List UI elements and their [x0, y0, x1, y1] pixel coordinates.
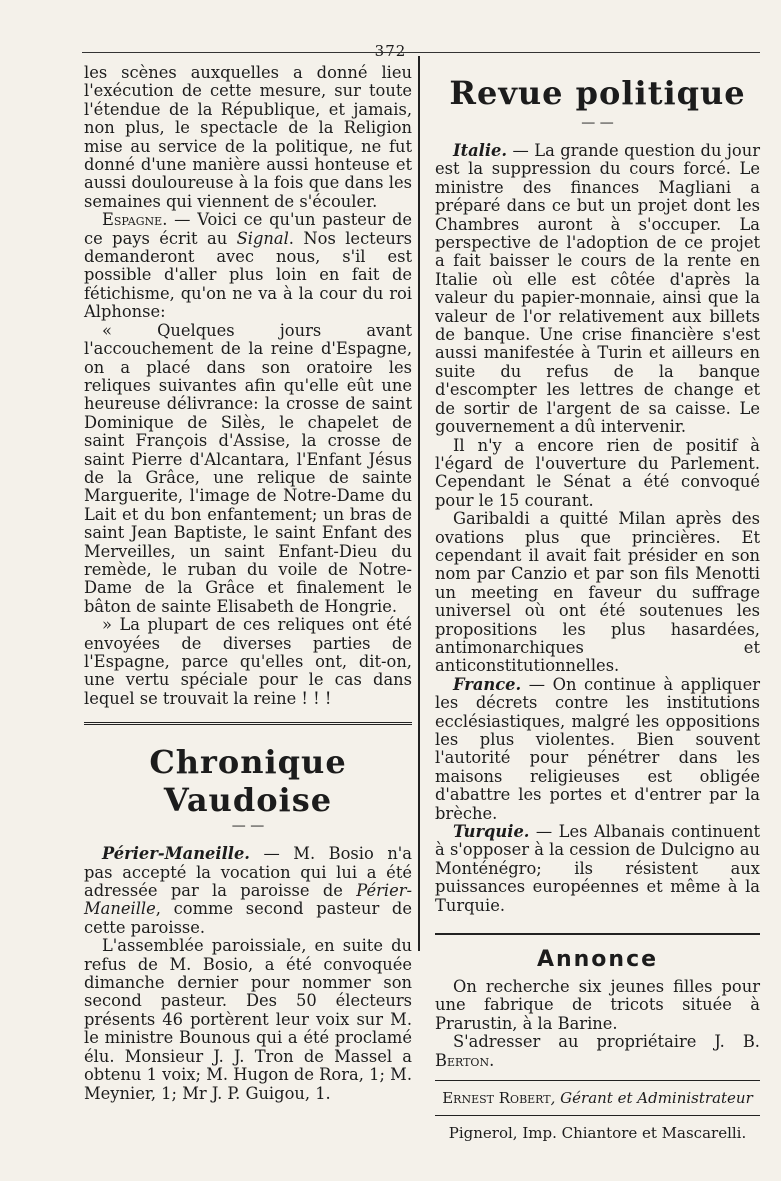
page-number: 372	[374, 42, 407, 60]
italie-paragraph-3: Garibaldi a quitté Milan après des ovations plus que princières. Et cependant il avait fait présider en son nom par Canzio et par son fils Menotti un meeting en faveur du suffrage universel où ont été soutenues les propositions les plus hasardées, antimonarchiques et anticonstitutionnelles.	[435, 509, 760, 676]
espagne-heading: Espagne.	[102, 210, 168, 230]
top-rule	[82, 52, 760, 53]
imprint: Pignerol, Imp. Chiantore et Mascarelli.	[448, 1124, 747, 1143]
turquie-text: — Les Albanais continuent à s'opposer à la cession de Dulcigno au Monténégro; ils résistent aux puissances européennes et même à la Turquie.	[435, 822, 760, 915]
espagne-paragraph	[84, 211, 412, 321]
chronique-title: Chronique Vaudoise	[149, 743, 347, 820]
espagne-text-pre: — Voici ce qu'un pasteur de ce pays écrit au	[84, 210, 412, 248]
perier-text-post: , comme second pasteur de cette paroisse.	[84, 899, 412, 937]
annonce-rule	[435, 933, 760, 935]
gerant-role: , Gérant et Administrateur	[550, 1089, 753, 1108]
footer-rule-2	[435, 1115, 760, 1116]
italie-text: — La grande question du jour est la suppression du cours forcé. Le ministre des finances Magliani a préparé dans ce but un projet dont les Chambres auront à s'occuper. La perspective de l'adoption de ce projet a fait baisser le cours de la rente en Italie où elle est côtée d'après la valeur du papier-monnaie, ainsi que la valeur de l'or relativement aux billets de banque. Une crise financière s'est aussi manifestée à Turin et ailleurs en suite du refus de la banque d'escompter les lettres de change et de sortir de l'argent de sa caisse. Le gouvernement a dû intervenir.	[435, 141, 760, 437]
footer-rule	[435, 1080, 760, 1081]
perier-heading: Périer-Maneille.	[102, 844, 250, 864]
turquie-paragraph	[435, 823, 760, 915]
turquie-heading: Turquie.	[453, 822, 530, 842]
annonce-text: On recherche six jeunes filles pour une fabrique de tricots située à Prarustin, à la Barine.	[435, 977, 760, 1033]
left-column	[84, 64, 412, 1103]
right-column	[435, 64, 760, 1142]
annonce-address-pre: S'adresser au propriétaire J. B.	[453, 1032, 760, 1052]
perier-italic: Périer-Maneille	[84, 881, 412, 919]
annonce-address-name: Berton.	[435, 1050, 495, 1070]
gerant-name: Ernest Robert	[442, 1089, 551, 1108]
gerant-line	[435, 1089, 760, 1107]
perier-paragraph	[84, 845, 412, 937]
italie-paragraph-2: Il n'y a encore rien de positif à l'égard de l'ouverture du Parlement. Cependant le Sénat a été convoqué pour le 15 courant.	[435, 435, 760, 510]
revue-title: Revue politique	[449, 74, 746, 112]
france-text: — On continue à appliquer les décrets contre les institutions ecclésiastiques, malgré les oppositions les plus violentes. Bien souvent l'autorité pour pénétrer dans les maisons religieuses est obligée d'abattre les portes et d'entrer par la brèche.	[435, 674, 760, 823]
assemblee-paragraph: L'assemblée paroissiale, en suite du refus de M. Bosio, a été convoquée dimanche dernier pour nommer son second pasteur. Des 50 électeurs présents 46 portèrent leur voix sur M. le ministre Bounous qui a été proclamé élu. Monsieur J. J. Tron de Massel a obtenu 1 voix; M. Hugon de Rora, 1; M. Meynier, 1; Mr J. P. Guigou, 1.	[84, 936, 412, 1103]
quote-paragraph-1: « Quelques jours avant l'accouchement de la reine d'Espagne, on a placé dans son oratoire les reliques suivantes afin qu'elle eût une heureuse délivrance: la crosse de saint Dominique de Silès, le chapelet de saint François d'Assise, la crosse de saint Pierre d'Alcantara, l'Enfant Jésus de la Grâce, une relique de sainte Marguerite, l'image de Notre-Dame du Lait et du bon enfantement; un bras de saint Jean Baptiste, le saint Enfant des Merveilles, un saint Enfant-Dieu du remède, le ruban du voile de Notre-Dame de la Grâce et finalement le bâton de sainte Elisabeth de Hongrie.	[84, 320, 412, 616]
column-divider	[418, 56, 420, 951]
france-heading: France.	[453, 674, 522, 694]
italie-paragraph	[435, 142, 760, 437]
italie-heading: Italie.	[453, 141, 508, 160]
annonce-title: Annonce	[536, 947, 659, 973]
espagne-text-post: . Nos lecteurs demanderont avec nous, s'il est possible d'aller plus loin en fait de fétichisme, qu'on ne va à la cour du roi Alphonse:	[84, 228, 412, 322]
revue-dash: — —	[581, 115, 614, 131]
quote-paragraph-2: » La plupart de ces reliques ont été envoyées de diverses parties de l'Espagne, parce qu'elles ont, dit-on, une vertu spéciale pour le cas dans lequel se trouvait la reine ! ! !	[84, 615, 412, 708]
france-paragraph	[435, 676, 760, 823]
signal-title: Signal	[236, 228, 289, 248]
left-paragraph-1: les scènes auxquelles a donné lieu l'exécution de cette mesure, sur toute l'étendue de la République, et jamais, non plus, le spectacle de la Religion mise au service de la politique, ne fut donné d'une manière aussi honteuse et aussi douloureuse à la fois que dans les semaines qui viennent de s'écouler.	[84, 63, 412, 211]
section-rule	[84, 722, 412, 725]
perier-text-pre: — M. Bosio n'a pas accepté la vocation qui lui a été adressée par la paroisse de	[84, 844, 412, 901]
annonce-address	[435, 1033, 760, 1070]
chronique-dash: — —	[231, 818, 265, 835]
